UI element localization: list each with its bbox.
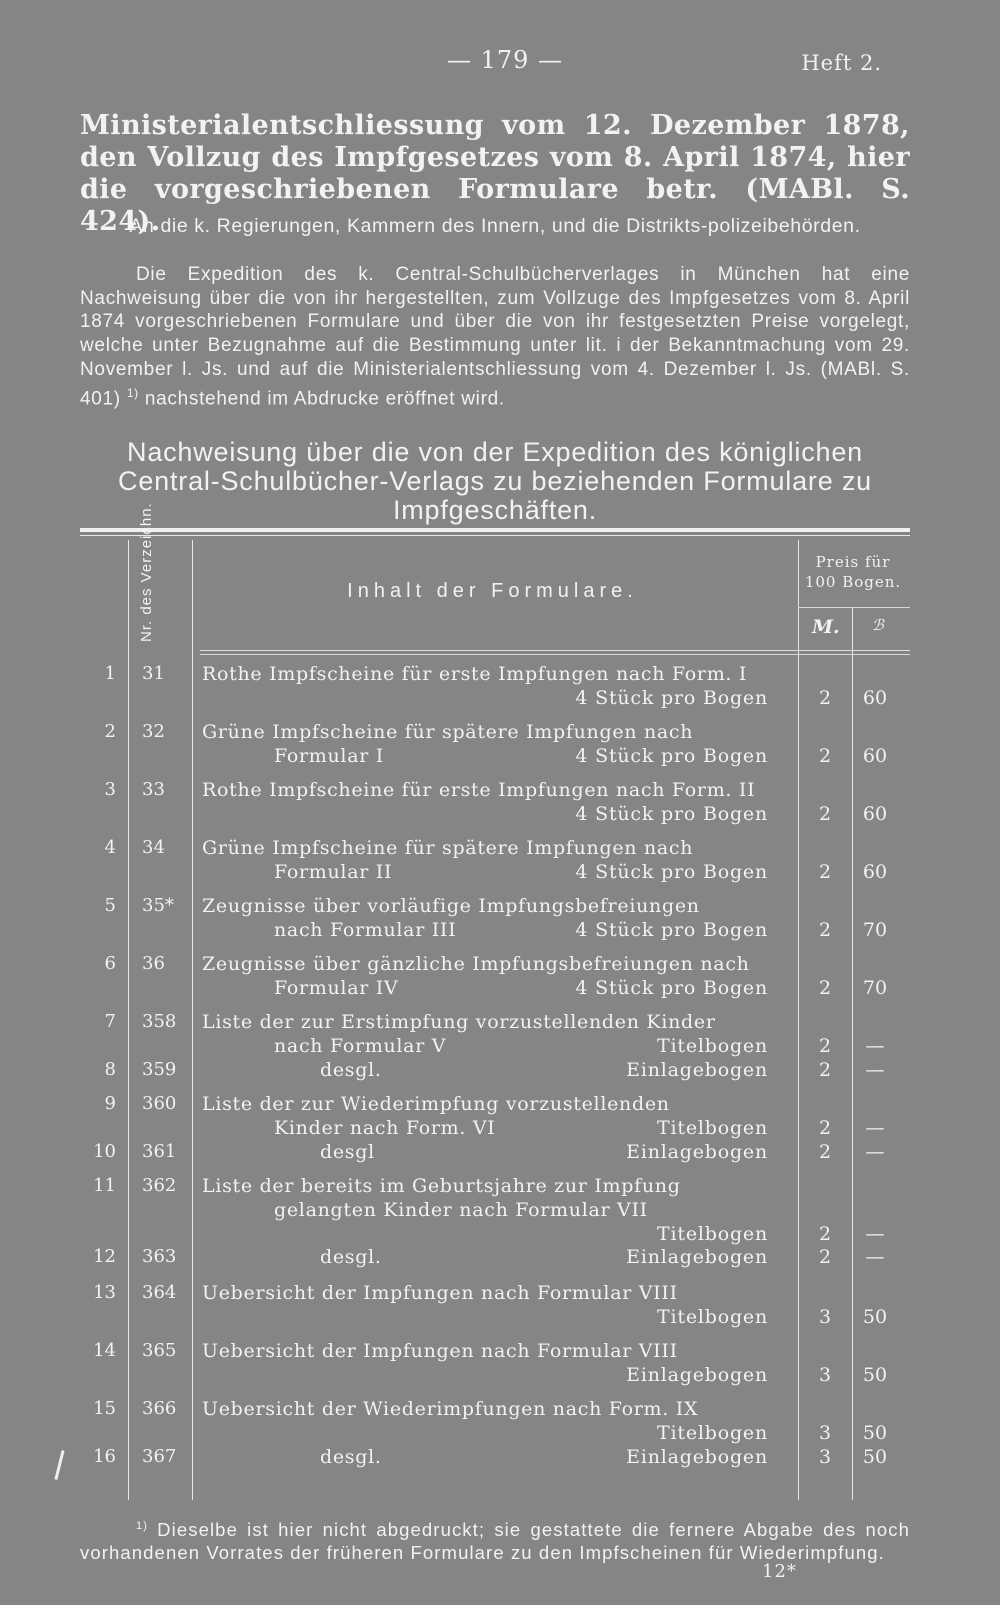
row-price-pfennig: — — [865, 1117, 885, 1139]
intro-text-end: nachstehend im Abdrucke eröffnet wird. — [138, 387, 505, 409]
row-description: Zeugnisse über gänzliche Impfungsbefreiungen nach — [202, 953, 750, 975]
row-price-pfennig: 60 — [862, 803, 888, 825]
row-price-pfennig: 60 — [862, 861, 888, 883]
row-number: 14 — [93, 1340, 116, 1361]
row-verzeichnis: 362 — [142, 1175, 177, 1196]
row-description: Formular II — [274, 861, 393, 883]
row-description: desgl. — [320, 1059, 382, 1081]
row-description: Liste der bereits im Geburtsjahre zur Impfung — [202, 1175, 681, 1197]
row-price-pfennig: 60 — [862, 745, 888, 767]
row-price-pfennig: 70 — [862, 919, 888, 941]
row-price-pfennig: 50 — [862, 1422, 888, 1444]
row-verzeichnis: 358 — [142, 1011, 177, 1032]
row-price-mark: 3 — [818, 1364, 832, 1386]
row-quantity: Einlagebogen — [626, 1446, 768, 1468]
row-price-mark: 2 — [818, 1223, 832, 1245]
row-number: 3 — [104, 779, 116, 800]
margin-mark — [54, 1450, 64, 1480]
row-verzeichnis: 361 — [142, 1141, 177, 1162]
row-quantity: Titelbogen — [657, 1035, 768, 1057]
table-top-rule-thin — [80, 535, 910, 536]
row-quantity: Einlagebogen — [626, 1364, 768, 1386]
row-number: 8 — [104, 1059, 116, 1080]
row-number: 10 — [93, 1141, 116, 1162]
row-verzeichnis: 359 — [142, 1059, 177, 1080]
footnote — [80, 1515, 910, 1564]
intro-paragraph — [80, 263, 910, 411]
table-header-rule — [200, 650, 910, 651]
row-description: Kinder nach Form. VI — [274, 1117, 496, 1139]
document-title: Ministerialentschliessung vom 12. Dezember 1878, den Vollzug des Impfgesetzes vom 8. April 1874, hier die vorgeschriebenen Formulare betr. (MABl. S. 424). — [80, 110, 910, 237]
row-number: 5 — [104, 895, 116, 916]
row-verzeichnis: 35* — [142, 895, 174, 916]
row-description: Grüne Impfscheine für spätere Impfungen nach — [202, 837, 694, 859]
row-price-mark: 2 — [818, 1117, 832, 1139]
row-description: Uebersicht der Impfungen nach Formular VIII — [202, 1282, 678, 1304]
header-pfennig: ℬ — [872, 616, 884, 634]
row-number: 11 — [93, 1175, 116, 1196]
row-price-mark: 2 — [818, 1246, 832, 1268]
row-number: 7 — [104, 1011, 116, 1032]
row-number: 15 — [93, 1398, 116, 1419]
row-verzeichnis: 36 — [142, 953, 165, 974]
row-price-pfennig: — — [865, 1059, 885, 1081]
row-verzeichnis: 366 — [142, 1398, 177, 1419]
row-quantity: 4 Stück pro Bogen — [575, 861, 768, 883]
row-description: desgl. — [320, 1246, 382, 1268]
sheet-signature: 12* — [762, 1561, 797, 1582]
row-quantity: Titelbogen — [657, 1422, 768, 1444]
row-price-mark: 2 — [818, 1059, 832, 1081]
row-quantity: 4 Stück pro Bogen — [575, 745, 768, 767]
column-divider-inhalt — [798, 540, 799, 1500]
row-price-pfennig: 50 — [862, 1364, 888, 1386]
row-price-mark: 2 — [818, 861, 832, 883]
row-verzeichnis: 364 — [142, 1282, 177, 1303]
row-verzeichnis: 31 — [142, 663, 165, 684]
row-number: 4 — [104, 837, 116, 858]
row-verzeichnis: 360 — [142, 1093, 177, 1114]
row-quantity: Titelbogen — [657, 1306, 768, 1328]
intro-text: Die Expedition des k. Central-Schulbücherverlages in München hat eine Nachweisung über die von ihr hergestellten, zum Vollzuge des Impfgesetzes vom 8. April 1874 vorgeschriebenen Formulare und über die von ihr festgesetzten Preise vorgelegt, welche unter Bezugnahme auf die Bestimmung unter lit. i der Bekanntmachung vom 29. November l. Js. und auf die Ministerialentschliessung vom 4. Dezember l. Js. (MABl. S. 401) — [80, 264, 910, 409]
row-price-pfennig: — — [865, 1223, 885, 1245]
header-verzeichnis: Nr. des Verzeichn. — [138, 502, 155, 642]
row-verzeichnis: 363 — [142, 1246, 177, 1267]
row-number: 13 — [93, 1282, 116, 1303]
footnote-reference: 1) — [126, 385, 139, 400]
header-mark: M. — [812, 616, 840, 638]
footnote-marker: 1) — [136, 1520, 148, 1532]
row-description: Rothe Impfscheine für erste Impfungen nach Form. I — [202, 663, 748, 685]
row-verzeichnis: 32 — [142, 721, 165, 742]
row-number: 2 — [104, 721, 116, 742]
row-price-pfennig: — — [865, 1246, 885, 1268]
row-price-mark: 2 — [818, 919, 832, 941]
row-price-pfennig: 70 — [862, 977, 888, 999]
row-price-pfennig: 50 — [862, 1446, 888, 1468]
row-price-mark: 3 — [818, 1422, 832, 1444]
row-price-pfennig: 60 — [862, 687, 888, 709]
addressee: An die k. Regierungen, Kammern des Innern, und die Distrikts-polizeibehörden. — [129, 215, 861, 237]
row-description: nach Formular V — [274, 1035, 447, 1057]
row-quantity: Titelbogen — [657, 1117, 768, 1139]
row-price-mark: 2 — [818, 687, 832, 709]
header-inhalt: Inhalt der Formulare. — [347, 580, 638, 602]
issue-number: Heft 2. — [801, 51, 882, 75]
page-number: — 179 — — [446, 46, 564, 74]
header-preis: Preis für 100 Bogen. — [804, 553, 902, 591]
row-description: Formular IV — [274, 977, 399, 999]
row-description: desgl — [320, 1141, 375, 1163]
row-quantity: 4 Stück pro Bogen — [575, 977, 768, 999]
page-header — [0, 46, 1000, 80]
row-description: Uebersicht der Wiederimpfungen nach Form. IX — [202, 1398, 699, 1420]
row-description: Liste der zur Erstimpfung vorzustellenden Kinder — [202, 1011, 716, 1033]
table-header-rule-2 — [200, 654, 910, 655]
row-price-mark: 2 — [818, 745, 832, 767]
row-price-mark: 3 — [818, 1446, 832, 1468]
row-description: nach Formular III — [274, 919, 457, 941]
row-verzeichnis: 34 — [142, 837, 165, 858]
row-number: 6 — [104, 953, 116, 974]
row-price-mark: 3 — [818, 1306, 832, 1328]
row-quantity: Einlagebogen — [626, 1141, 768, 1163]
table-top-rule — [80, 528, 910, 532]
row-description: Grüne Impfscheine für spätere Impfungen nach — [202, 721, 694, 743]
row-quantity: 4 Stück pro Bogen — [575, 803, 768, 825]
row-number: 16 — [93, 1446, 116, 1467]
column-divider-nr — [128, 540, 129, 1500]
row-price-pfennig: — — [865, 1141, 885, 1163]
row-description: Uebersicht der Impfungen nach Formular VIII — [202, 1340, 678, 1362]
row-price-mark: 2 — [818, 803, 832, 825]
row-price-mark: 2 — [818, 1035, 832, 1057]
row-number: 1 — [104, 663, 116, 684]
row-quantity: 4 Stück pro Bogen — [575, 687, 768, 709]
row-number: 12 — [93, 1246, 116, 1267]
row-quantity: Einlagebogen — [626, 1246, 768, 1268]
row-description: Liste der zur Wiederimpfung vorzustellenden — [202, 1093, 670, 1115]
row-verzeichnis: 365 — [142, 1340, 177, 1361]
row-quantity: Einlagebogen — [626, 1059, 768, 1081]
row-price-mark: 2 — [818, 1141, 832, 1163]
row-description: Rothe Impfscheine für erste Impfungen nach Form. II — [202, 779, 756, 801]
row-quantity: 4 Stück pro Bogen — [575, 919, 768, 941]
price-header-rule — [798, 607, 910, 608]
row-quantity: Titelbogen — [657, 1223, 768, 1245]
row-description: Zeugnisse über vorläufige Impfungsbefreiungen — [202, 895, 700, 917]
table-title: Nachweisung über die von der Expedition des königlichen Central-Schulbücher-Verlags zu beziehenden Formulare zu Impfgeschäften. — [118, 437, 872, 525]
row-price-mark: 2 — [818, 977, 832, 999]
row-price-pfennig: — — [865, 1035, 885, 1057]
row-verzeichnis: 33 — [142, 779, 165, 800]
row-number: 9 — [104, 1093, 116, 1114]
row-description: desgl. — [320, 1446, 382, 1468]
row-price-pfennig: 50 — [862, 1306, 888, 1328]
row-description: gelangten Kinder nach Formular VII — [274, 1199, 648, 1221]
footnote-text: Dieselbe ist hier nicht abgedruckt; sie gestattete die fernere Abgabe des noch vorhandenen Vorrates der früheren Formulare zu den Impfscheinen für Wiederimpfung. — [80, 1519, 910, 1564]
row-description: Formular I — [274, 745, 384, 767]
row-verzeichnis: 367 — [142, 1446, 177, 1467]
